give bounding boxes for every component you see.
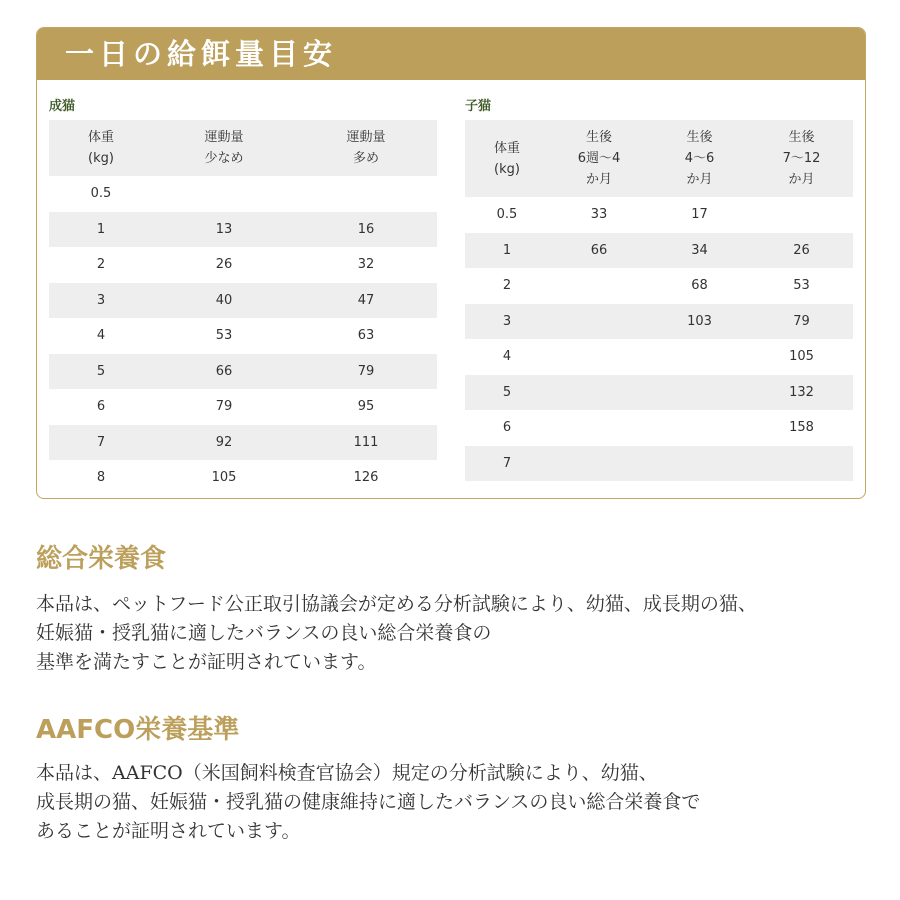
table-row: [465, 339, 853, 375]
amount-cell: 105: [789, 349, 814, 365]
amount-cell: 158: [789, 420, 814, 436]
amount-cell: 92: [153, 425, 295, 461]
aafco-line: あることが証明されています。: [36, 820, 301, 842]
amount-cell: 40: [153, 283, 295, 319]
table-row: [49, 318, 437, 354]
amount-cell: [750, 197, 853, 233]
weight-cell: 1: [465, 233, 549, 269]
table-header-row: [465, 120, 853, 197]
weight-cell: 1: [49, 212, 153, 248]
amount-cell: 17: [691, 207, 708, 223]
weight-cell: 5: [465, 375, 549, 411]
nutrition-line: 妊娠猫・授乳猫に適したバランスの良い総合栄養食の: [36, 622, 492, 644]
table-row: [49, 425, 437, 461]
aafco-description: [36, 759, 886, 846]
table-row: [49, 460, 437, 496]
amount-cell: 95: [357, 399, 375, 415]
kitten-feeding-table: [465, 120, 853, 481]
weight-cell: 0.5: [90, 186, 112, 202]
amount-cell: [649, 410, 750, 446]
amount-cell: 63: [357, 328, 375, 344]
amount-cell: 26: [750, 233, 853, 269]
table-row: [49, 283, 437, 319]
amount-cell: 32: [357, 257, 375, 273]
table-header-row: [49, 120, 437, 176]
amount-cell: [153, 176, 295, 212]
amount-cell: 105: [211, 470, 237, 486]
amount-cell: 68: [691, 278, 708, 294]
weight-cell: 3: [465, 304, 549, 340]
table-row: [465, 410, 853, 446]
amount-cell: 66: [153, 354, 295, 390]
table-row: [465, 197, 853, 233]
column-header: 生後 6週〜4 か月: [549, 120, 649, 197]
amount-cell: 16: [295, 212, 437, 248]
feeding-guide-title: 一日の給餌量目安: [37, 28, 865, 80]
nutrition-line: 本品は、ペットフード公正取引協議会が定める分析試験により、幼猫、成長期の猫、: [36, 593, 757, 615]
amount-cell: 111: [295, 425, 437, 461]
weight-cell: 6: [96, 399, 106, 415]
aafco-line: 成長期の猫、妊娠猫・授乳猫の健康維持に適したバランスの良い総合栄養食で: [36, 791, 701, 813]
nutrition-description: [36, 590, 886, 677]
amount-cell: 47: [295, 283, 437, 319]
weight-cell: 3: [49, 283, 153, 319]
weight-cell: 4: [96, 328, 106, 344]
aafco-title: AAFCO栄養基準: [36, 715, 240, 745]
table-row: [49, 176, 437, 212]
column-header: 体重 (kg): [465, 120, 549, 197]
amount-cell: 79: [750, 304, 853, 340]
nutrition-title: 総合栄養食: [36, 544, 167, 574]
amount-cell: 126: [353, 470, 379, 486]
amount-cell: [549, 268, 649, 304]
weight-cell: 8: [96, 470, 106, 486]
amount-cell: [649, 446, 750, 482]
feeding-guide-card: [36, 27, 866, 499]
column-header: 体重 (kg): [49, 120, 153, 176]
column-header: 生後 4〜6 か月: [649, 120, 750, 197]
amount-cell: [549, 339, 649, 375]
aafco-line: 本品は、AAFCO（米国飼料検査官協会）規定の分析試験により、幼猫、: [36, 762, 658, 784]
weight-cell: 2: [502, 278, 512, 294]
amount-cell: [549, 375, 649, 411]
amount-cell: 103: [649, 304, 750, 340]
amount-cell: [549, 446, 649, 482]
weight-cell: 6: [502, 420, 512, 436]
weight-cell: 2: [96, 257, 106, 273]
amount-cell: 79: [295, 354, 437, 390]
table-row: [465, 233, 853, 269]
table-row: [49, 212, 437, 248]
amount-cell: [549, 410, 649, 446]
amount-cell: [750, 446, 853, 482]
table-row: [49, 354, 437, 390]
amount-cell: [649, 339, 750, 375]
weight-cell: 4: [502, 349, 512, 365]
table-row: [465, 268, 853, 304]
table-row: [49, 389, 437, 425]
table-row: [465, 446, 853, 482]
weight-cell: 7: [49, 425, 153, 461]
weight-cell: 0.5: [496, 207, 518, 223]
table-row: [465, 375, 853, 411]
amount-cell: 13: [153, 212, 295, 248]
amount-cell: [549, 304, 649, 340]
column-header: 生後 7〜12 か月: [750, 120, 853, 197]
nutrition-line: 基準を満たすことが証明されています。: [36, 651, 377, 673]
weight-cell: 5: [49, 354, 153, 390]
adult-cat-label: 成猫: [49, 99, 76, 114]
column-header: 運動量 多め: [295, 120, 437, 176]
amount-cell: [649, 375, 750, 411]
table-row: [49, 247, 437, 283]
amount-cell: 26: [215, 257, 233, 273]
kitten-label: 子猫: [465, 99, 492, 114]
amount-cell: 34: [649, 233, 750, 269]
amount-cell: 79: [215, 399, 233, 415]
table-row: [465, 304, 853, 340]
amount-cell: 66: [549, 233, 649, 269]
column-header: 運動量 少なめ: [153, 120, 295, 176]
amount-cell: 53: [215, 328, 233, 344]
amount-cell: 53: [793, 278, 810, 294]
weight-cell: 7: [465, 446, 549, 482]
amount-cell: 132: [750, 375, 853, 411]
adult-feeding-table: [49, 120, 437, 496]
amount-cell: 33: [590, 207, 608, 223]
amount-cell: [295, 176, 437, 212]
